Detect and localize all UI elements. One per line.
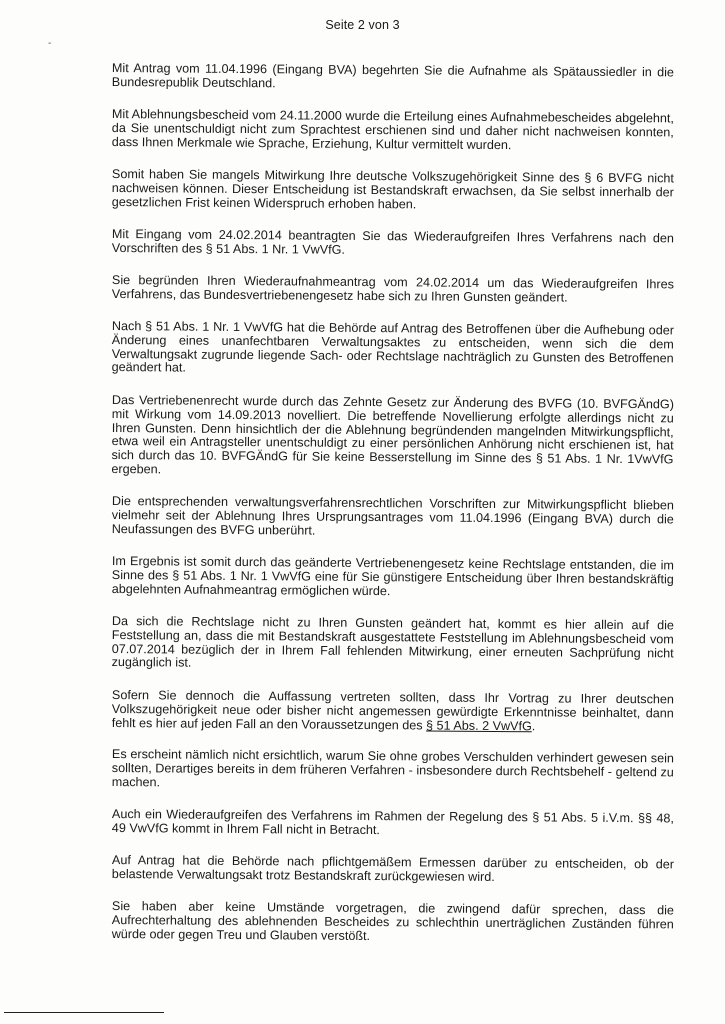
paragraph-wiederaufgreifen: Auch ein Wiederaufgreifen des Verfahrens im Rahmen der Regelung des § 51 Abs. 5 i.V.m. §§ 48, 49 VwVfG kommt in Ihrem Fall nicht in Betracht. xyxy=(111,807,674,838)
paragraph-ermessen: Auf Antrag hat die Behörde nach pflichtgemäßem Ermessen darüber zu entscheiden, ob der belastende Verwaltungsakt trotz Bestandskraft zurückgewiesen wird. xyxy=(111,853,674,885)
paragraph-umstaende: Sie haben aber keine Umstände vorgetragen, die zwingend dafür sprechen, dass die Aufrechterhaltung des ablehnenden Bescheides zu schlechthin unerträglichen Zuständen führen würde oder gegen Treu und Glauben verstößt. xyxy=(111,899,674,944)
page-number-label: Seite 2 von 3 xyxy=(325,18,400,32)
paragraph-51-vwvfg: Nach § 51 Abs. 1 Nr. 1 VwVfG hat die Behörde auf Antrag des Betroffenen über die Aufhebung oder Änderung eines unanfechtbaren Verwaltungsaktes zu entscheiden, wenn sich die dem Verwaltungsakt zugrunde liegende Sach- oder Rechtslage nachträglich zu Gunsten des Betroffenen geändert hat. xyxy=(111,319,674,376)
paragraph-vertriebenenrecht: Das Vertriebenenrecht wurde durch das Zehnte Gesetz zur Änderung des BVFG (10. BVFGÄndG) mit Wirkung vom 14.09.2013 novelliert. Die betreffende Novellierung erfolgte allerdings nicht zu Ihren Gunsten. Denn hinsichtlich der die Ablehnung begründenden mangelnden Mitwirkungspflicht, etwa weil ein Antragsteller unentschuldigt zu einer persönlichen Anhörung nicht erschienen ist, hat sich durch das 10. BVFGÄndG für Sie keine Besserstellung im Sinne des § 51 Abs. 1 Nr. 1VwVfG ergeben. xyxy=(111,392,674,477)
paragraph-sofern-end: . xyxy=(531,718,536,733)
paragraph-verschulden: Es erscheint nämlich nicht ersichtlich, warum Sie ohne grobes Verschulden verhindert gewesen sein sollten, Derartiges bereits in dem früheren Verfahren - insbesondere durch Rechtsbehelf - geltend zu machen. xyxy=(111,747,674,790)
margin-mark: - xyxy=(48,38,52,49)
paragraph-ergebnis: Im Ergebnis ist somit durch das geänderte Vertriebenengesetz keine Rechtslage entstanden, die im Sinne des § 51 Abs. 1 Nr. 1 VwVfG eine für Sie günstigere Entscheidung über Ihren bestandskräftig abgelehnten Aufnahmeantrag ermöglichen würde. xyxy=(111,553,674,598)
law-reference: § 51 Abs. 2 VwVfG xyxy=(426,717,532,733)
footnote-divider xyxy=(4,1012,164,1013)
paragraph-sofern xyxy=(112,689,674,735)
paragraph-eingang: Mit Eingang vom 24.02.2014 beantragten Sie das Wiederaufgreifen Ihres Verfahrens nach den Vorschriften des § 51 Abs. 1 Nr. 1 VwVfG. xyxy=(111,226,674,257)
paragraph-antrag: Mit Antrag vom 11.04.1996 (Eingang BVA) begehrten Sie die Aufnahme als Spätaussiedler in die Bundesrepublik Deutschland. xyxy=(111,61,674,91)
paragraph-mitwirkung: Somit haben Sie mangels Mitwirkung Ihre deutsche Volkszugehörigkeit Sinne des § 6 BVFG nicht nachweisen können. Dieser Entscheidung ist Bestandskraft erwachsen, da Sie selbst innerhalb der gesetzlichen Frist keinen Widerspruch erhoben haben. xyxy=(111,166,674,211)
paragraph-sofern-text: Sofern Sie dennoch die Auffassung vertreten sollten, dass Ihr Vortrag zu Ihrer deutschen Volkszugehörigkeit neue oder bisher nicht angemessen gewürdigte Erkenntnisse beinhaltet, dann fehlt es hier auf jeden Fall an den Voraussetzungen des xyxy=(111,687,674,732)
letter-body xyxy=(112,62,674,960)
paragraph-begruendung: Sie begründen Ihren Wiederaufnahmeantrag vom 24.02.2014 um das Wiederaufgreifen Ihres Verfahrens, das Bundesvertriebenengesetz habe sich zu Ihren Gunsten geändert. xyxy=(111,272,674,305)
paragraph-vorschriften: Die entsprechenden verwaltungsverfahrensrechtlichen Vorschriften zur Mitwirkungspflicht blieben vielmehr seit der Ablehnung Ihres Ursprungsantrages vom 11.04.1996 (Eingang BVA) durch die Neufassungen des BVFG unberührt. xyxy=(111,494,674,538)
paragraph-ablehnungsbescheid: Mit Ablehnungsbescheid vom 24.11.2000 wurde die Erteilung eines Aufnahmebescheides abgelehnt, da Sie unentschuldigt nicht zum Sprachtest erschienen sind und daher nicht nachweisen konnten, dass Ihnen Merkmale wie Sprache, Erziehung, Kultur vermittelt wurden. xyxy=(111,107,674,152)
paragraph-rechtslage: Da sich die Rechtslage nicht zu Ihren Gunsten geändert hat, kommt es hier allein auf die Feststellung an, dass die mit Bestandskraft ausgestattete Feststellung im Ablehnungsbescheid vom 07.07.2014 bezüglich der in Ihrem Fall fehlenden Mitwirkung, einer erneuten Sachprüfung nicht zugänglich ist. xyxy=(111,613,674,670)
page-header xyxy=(0,18,725,32)
